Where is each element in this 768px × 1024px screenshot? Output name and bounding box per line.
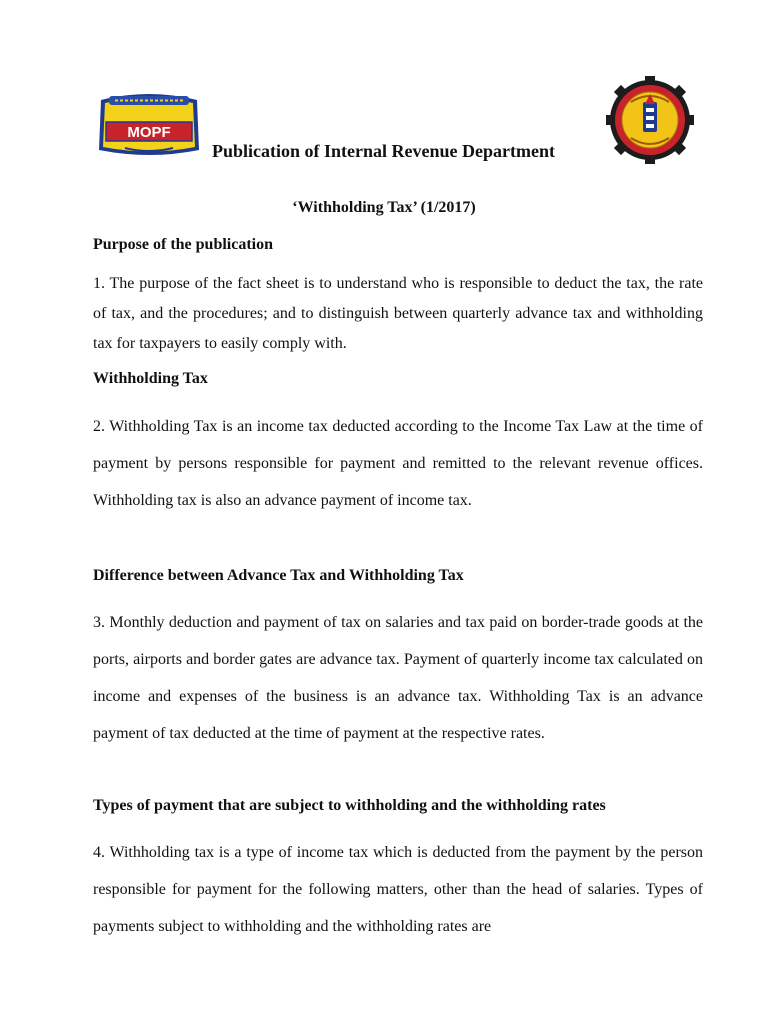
paragraph-types-of-payment: 4. Withholding tax is a type of income tax which is deducted from the payment by the person responsible for payment for the following matters, other than the head of salaries. Types of payments subject to withholding and the withholding rates are (93, 844, 703, 935)
paragraph-purpose: 1. The purpose of the fact sheet is to understand who is responsible to deduct the tax, the rate of tax, and the procedures; and to distinguish between quarterly advance tax and withholding tax for taxpayers to easily comply with. (93, 275, 703, 352)
mopf-logo-icon (95, 90, 203, 158)
section-heading-types-of-payment: Types of payment that are subject to withholding and the withholding rates (93, 797, 606, 814)
section-heading-purpose: Purpose of the publication (93, 236, 274, 253)
section-heading-difference: Difference between Advance Tax and Withholding Tax (93, 567, 464, 584)
paragraph-difference: 3. Monthly deduction and payment of tax on salaries and tax paid on border-trade goods at the ports, airports and border gates are advance tax. Payment of quarterly income tax calculated on income and expenses of the business is an advance tax. Withholding Tax is an advance payment of tax deducted at the time of payment at the respective rates. (93, 614, 703, 742)
paragraph-withholding-tax: 2. Withholding Tax is an income tax deducted according to the Income Tax Law at the time of payment by persons responsible for payment and remitted to the relevant revenue offices. Withholding tax is also an advance payment of income tax. (93, 418, 703, 509)
publication-title: Publication of Internal Revenue Department (212, 141, 555, 161)
ird-emblem-icon (597, 72, 703, 168)
mopf-logo-text: MOPF (127, 124, 171, 141)
document-subtitle: ‘Withholding Tax’ (1/2017) (292, 199, 476, 216)
section-heading-withholding-tax: Withholding Tax (93, 370, 208, 387)
